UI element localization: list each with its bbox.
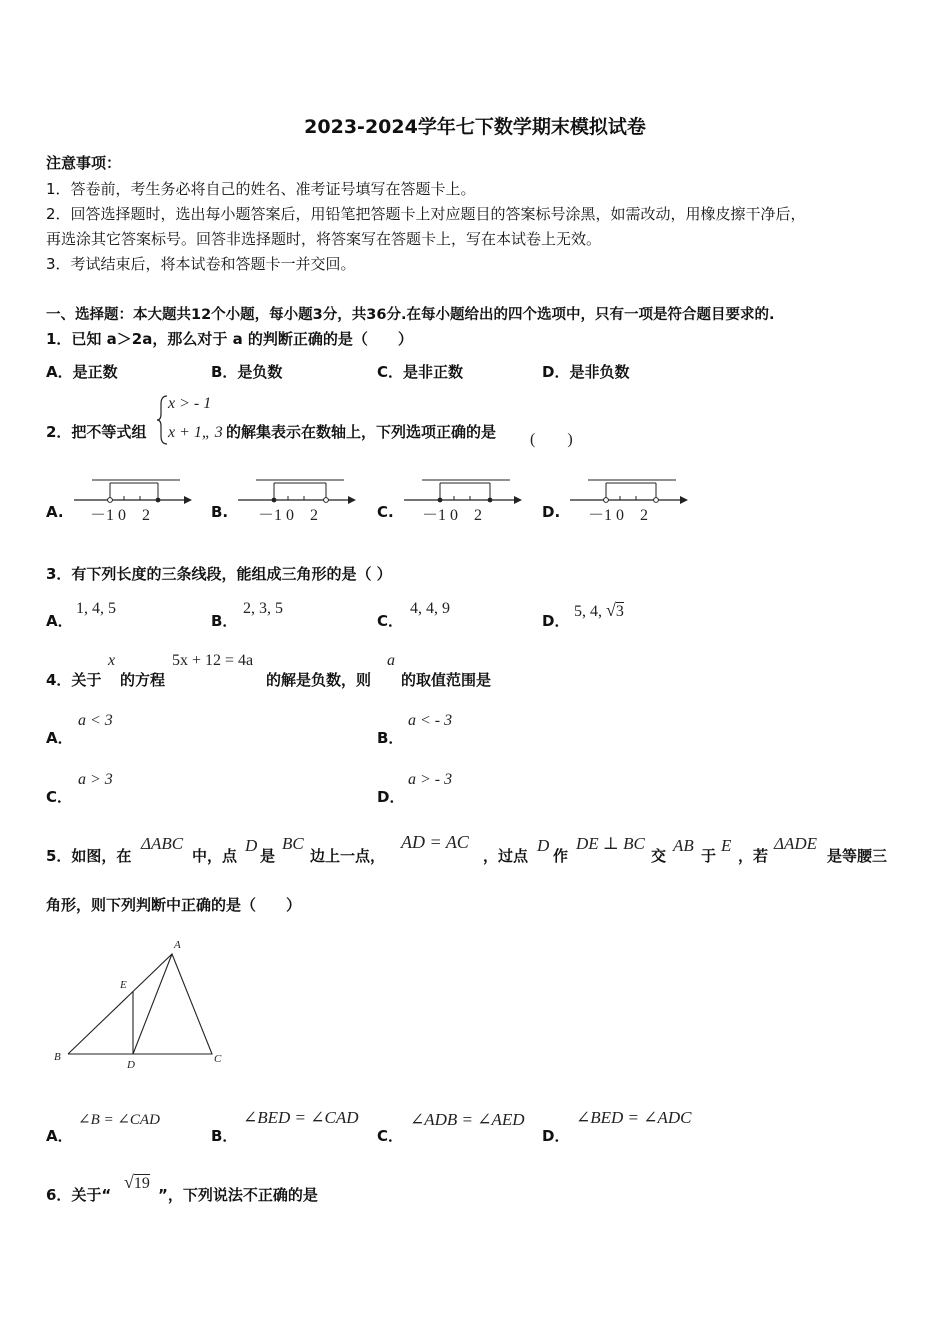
q4-equation: 5x + 12 = 4a [172,652,254,669]
q4-text-3: 的解是负数，则 [266,671,372,689]
q2-ineq-1: x > - 1 [168,395,212,412]
number-line-c [402,470,522,526]
q5-e: E [721,836,732,855]
q5-option-b-label: B． [211,1127,238,1145]
q1-option-c: C．是非正数 [377,363,464,381]
q3-option-b: 2, 3, 5 [243,600,283,617]
fig-label-b: B [54,1051,61,1063]
fig-label-c: C [214,1053,222,1065]
q2-option-d-label: D. [542,503,561,521]
q4-option-b-label: B． [377,729,404,747]
q5-text-8: 于 [701,847,717,865]
q1-option-a: A．是正数 [46,363,118,381]
q3-option-a-label: A． [46,612,73,630]
q4-option-a-label: A． [46,729,73,747]
q4-text-1: 4．关于 [46,671,102,689]
note-3: 3．考试结束后，将本试卷和答题卡一并交回。 [46,255,356,273]
q5-text-6: 作 [553,847,569,865]
number-line-c-ticks: －1 0 2 [422,507,483,524]
q5-text-1: 5．如图，在 [46,847,132,865]
number-line-b-ticks: －1 0 2 [258,507,319,524]
q3-option-c: 4, 4, 9 [410,600,450,617]
q5-de-bc: DE ⊥ BC [576,834,645,853]
q2-option-b-label: B. [211,503,229,521]
q1-option-b: B．是负数 [211,363,283,381]
q5-bc: BC [282,834,304,853]
q4-option-c: a > 3 [78,771,113,788]
q3-option-a: 1, 4, 5 [76,600,116,617]
q6-sqrt [124,1172,150,1193]
q6-text-2: ”，下列说法不正确的是 [158,1186,318,1204]
fig-label-d: D [127,1059,135,1071]
fig-label-a: A [174,939,181,951]
sqrt-sign: √ [606,600,616,620]
q5-d2: D [537,836,550,855]
q2-paren: ( ) [530,431,573,448]
q5-text-5: ，过点 [483,847,529,865]
note-1: 1．答卷前，考生务必将自己的姓名、准考证号填写在答题卡上。 [46,180,476,198]
q5-text-10: 是等腰三 [827,847,888,865]
q2-option-a-label: A. [46,503,64,521]
q5-option-b: ∠BED = ∠CAD [243,1108,359,1127]
q3-option-c-label: C． [377,612,404,630]
q5-option-a: ∠B = ∠CAD [78,1112,160,1128]
sqrt-sign: √ [124,1172,134,1192]
q4-option-d: a > - 3 [408,771,453,788]
q5-option-c: ∠ADB = ∠AED [410,1110,525,1129]
q4-var-a: a [387,652,395,669]
note-2a: 2．回答选择题时，选出每小题答案后，用铅笔把答题卡上对应题目的答案标号涂黑，如需改动，用橡皮擦干净后， [46,205,806,223]
notes-heading: 注意事项： [46,154,122,172]
q5-stem-line-2: 角形，则下列判断中正确的是（ ） [46,896,302,914]
q6-radicand: 19 [133,1175,150,1192]
q5-option-d: ∠BED = ∠ADC [576,1108,692,1127]
number-line-d-ticks: －1 0 2 [588,507,649,524]
q4-var-x: x [108,652,116,669]
section-heading: 一、选择题：本大题共12个小题，每小题3分，共36分.在每小题给出的四个选项中，只有一项是符合题目要求的. [46,307,775,323]
q4-option-b: a < - 3 [408,712,453,729]
q5-ab: AB [673,836,694,855]
number-line-d [568,470,688,526]
q5-text-2: 中，点 [192,847,238,865]
number-line-a [72,470,192,526]
q5-text-9: ，若 [738,847,769,865]
q4-option-d-label: D． [377,788,405,806]
q5-text-3: 是 [260,847,276,865]
fig-label-e: E [120,979,127,991]
number-line-a-ticks: －1 0 2 [90,507,151,524]
q2-prefix: 2．把不等式组 [46,423,147,441]
q5-text-7: 交 [651,847,667,865]
q4-option-a: a < 3 [78,712,113,729]
q6-text-1: 6．关于“ [46,1186,112,1204]
q3-stem: 3．有下列长度的三条线段，能组成三角形的是（ ） [46,565,392,583]
q3-option-d-radicand: 3 [615,603,624,620]
q3-option-d-label: D． [542,612,570,630]
page-title: 2023-2024学年七下数学期末模拟试卷 [304,116,646,138]
q4-text-2: 的方程 [120,671,166,689]
q3-option-d-prefix: 5, 4, [574,603,606,620]
q4-option-c-label: C． [46,788,73,806]
q5-ad-ac: AD = AC [401,832,469,852]
q2-option-c-label: C. [377,503,394,521]
q5-abc: ΔABC [141,834,184,853]
note-2b: 再选涂其它答案标号。回答非选择题时，将答案写在答题卡上，写在本试卷上无效。 [46,230,602,248]
q2-suffix: 的解集表示在数轴上，下列选项正确的是 [226,423,497,441]
q5-text-4: 边上一点， [310,847,386,865]
triangle-figure [46,932,236,1072]
q5-option-d-label: D． [542,1127,570,1145]
q1-stem: 1．已知 a＞2a，那么对于 a 的判断正确的是（ ） [46,330,413,348]
q3-option-b-label: B． [211,612,238,630]
q5-d: D [245,836,258,855]
q3-option-d [574,600,624,621]
q5-option-c-label: C． [377,1127,404,1145]
q2-ineq-2: x + 1„ 3 [168,424,223,441]
number-line-b [236,470,356,526]
q1-option-d: D．是非负数 [542,363,630,381]
q5-ade: ΔADE [774,834,818,853]
q5-option-a-label: A． [46,1127,73,1145]
q4-text-4: 的取值范围是 [401,671,492,689]
